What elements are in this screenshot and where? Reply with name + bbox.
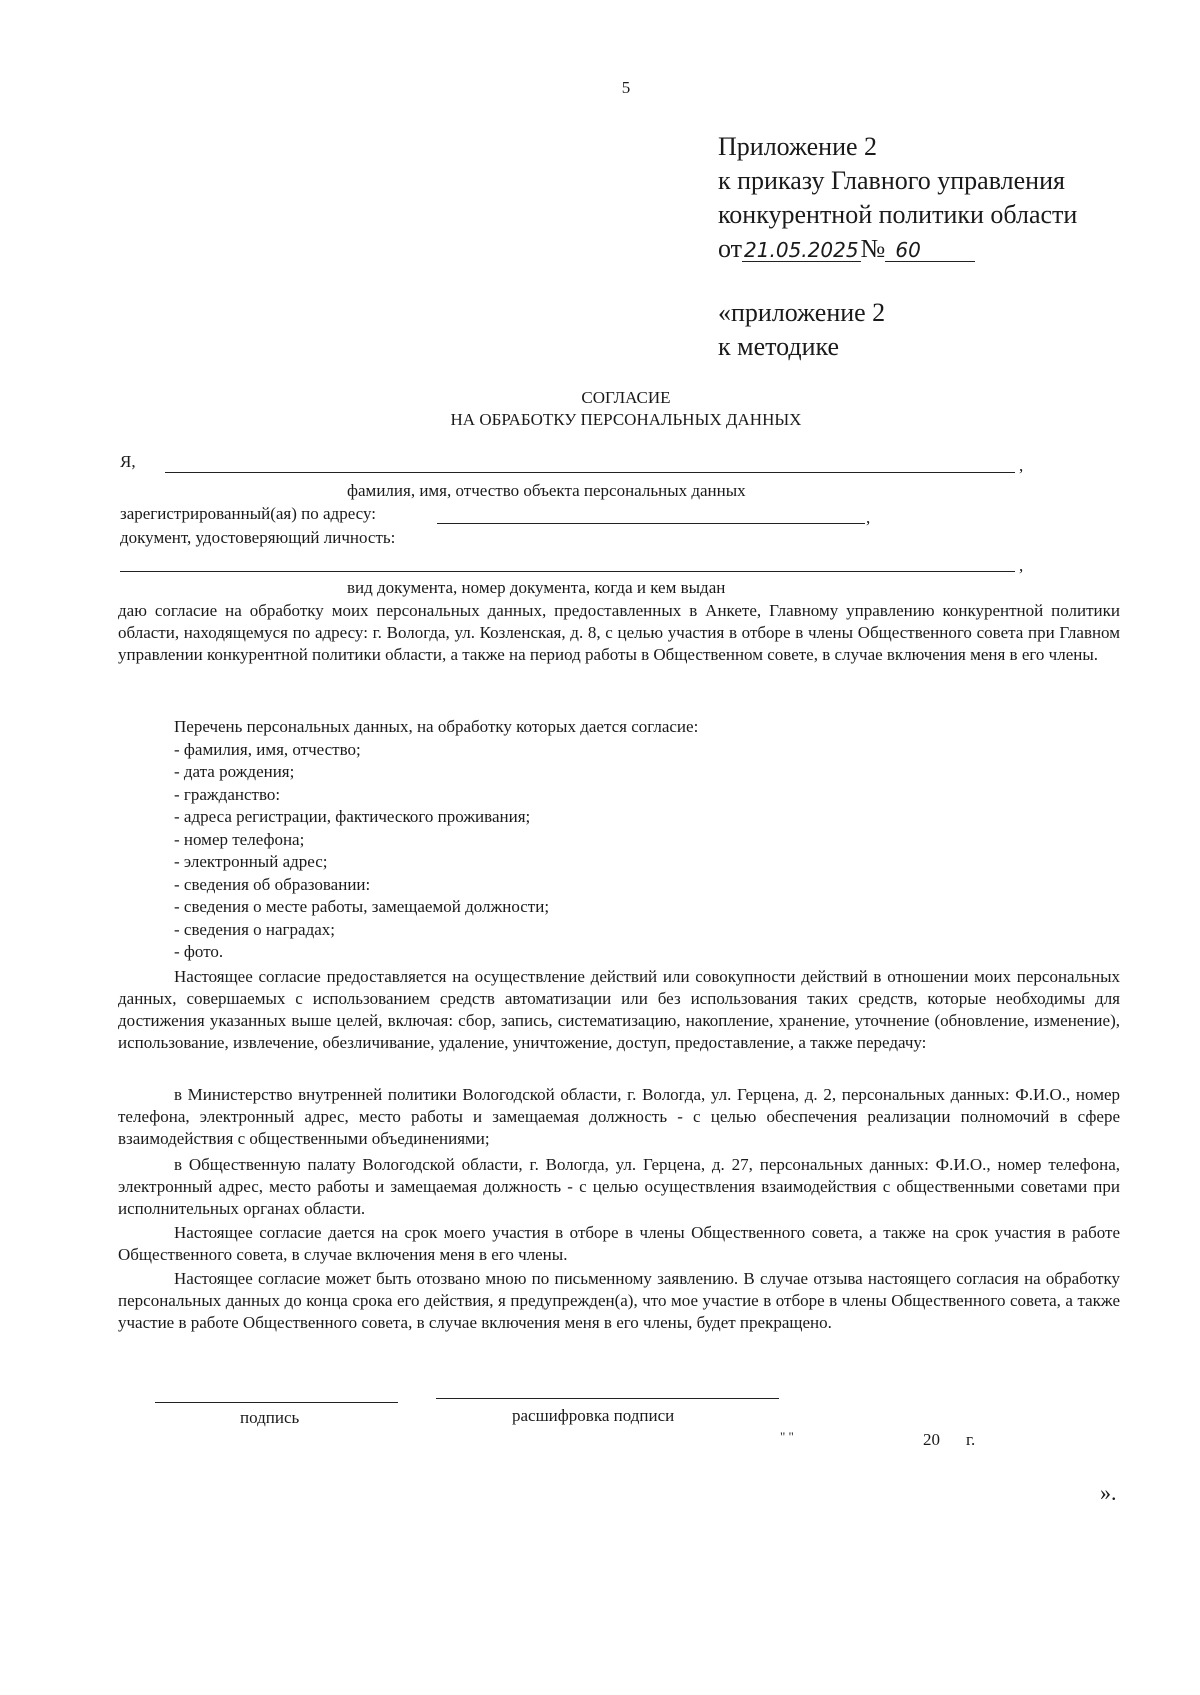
signature-line[interactable] [155,1402,398,1403]
i-label: Я, [120,452,136,471]
appendix-line-3: конкурентной политики области [718,200,1078,229]
address-field-line[interactable] [437,523,865,524]
closing-quote: ». [1100,1480,1117,1505]
consent-paragraph: даю согласие на обработку моих персональных данных, предоставленных в Анкете, Главному управлению конкурентной политики области, находящемуся по адресу: г. Вологда, ул. Козленская, д. 8, с целью участия в отборе в члены Общественного совета при Главном управлении конкурентной политики области, а также на период работы в Общественном совете, в случае включения меня в его члены. [118,601,1120,664]
paragraph-actions: Настоящее согласие предоставляется на осуществление действий или совокупности действий в отношении моих персональных данных, совершаемых с использованием средств автоматизации или без использования таких средств, которые необходимы для достижения указанных выше целей, включая: сбор, запись, систематизацию, накопление, хранение, уточнение (обновление, изменение), использование, извлечение, обезличивание, удаление, уничтожение, доступ, предоставление, а также передачу: [118,967,1120,1052]
name-field-comma: , [1019,456,1024,475]
address-label: зарегистрированный(ая) по адресу: [120,504,376,523]
document-title: СОГЛАСИЕ [581,388,671,407]
paragraph-term: Настоящее согласие дается на срок моего участия в отборе в члены Общественного совета, а также на срок участия в работе Общественного совета, в случае включения меня в его члены. [118,1223,1120,1264]
id-document-caption: вид документа, номер документа, когда и кем выдан [347,578,726,597]
paragraph-ministry: в Министерство внутренней политики Вологодской области, г. Вологда, ул. Герцена, д. 2, персональных данных: Ф.И.О., номер телефона, электронный адрес, место работы и замещаемая должность - с целью обеспечения реализации полномочий в сфере взаимодействия с общественными объединениями; [118,1085,1120,1148]
handwritten-number: 60 [885,239,975,262]
list-item: - гражданство: [174,784,281,804]
handwritten-date: 21.05.2025 [744,238,859,262]
paragraph-public-chamber: в Общественную палату Вологодской области, г. Вологда, ул. Герцена, д. 27, персональных данных: Ф.И.О., номер телефона, электронный адрес, место работы и замещаемая должность - с целью осуществления взаимодействия с общественными советами при исполнительных органах области. [118,1155,1120,1218]
list-item: - фамилия, имя, отчество; [174,739,361,759]
appendix-date-line [718,232,975,266]
appendix-line-2: к приказу Главного управления [718,166,1065,195]
list-item: - фото. [174,942,224,961]
methodology-line-1: «приложение 2 [718,298,886,327]
number-prefix: № [860,234,886,263]
signature-decode-caption: расшифровка подписи [512,1406,675,1425]
date-year-suffix: г. [966,1430,976,1449]
document-subtitle: НА ОБРАБОТКУ ПЕРСОНАЛЬНЫХ ДАННЫХ [450,410,802,429]
appendix-line-1: Приложение 2 [718,132,878,161]
address-field-comma: , [866,508,871,527]
list-item: - сведения об образовании: [174,874,371,894]
list-item: - сведения о наградах; [174,919,335,939]
page-number: 5 [621,78,631,97]
list-item: - сведения о месте работы, замещаемой должности; [174,897,550,916]
signature-caption: подпись [240,1408,300,1427]
list-item: - дата рождения; [174,762,295,781]
id-document-field-line[interactable] [120,571,1015,572]
date-prefix: от [718,234,743,263]
name-field-line[interactable] [165,472,1015,473]
name-field-caption: фамилия, имя, отчество объекта персональных данных [347,481,746,500]
list-intro: Перечень персональных данных, на обработку которых дается согласие: [174,717,699,736]
methodology-line-2: к методике [718,332,840,361]
id-document-label: документ, удостоверяющий личность: [120,528,396,547]
personal-data-list [174,716,698,964]
date-quotes: " " [780,1429,794,1444]
date-year: 20 [923,1430,940,1449]
id-document-field-comma: , [1019,556,1024,575]
paragraph-revocation: Настоящее согласие может быть отозвано мною по письменному заявлению. В случае отзыва настоящего согласия на обработку персональных данных до конца срока его действия, я предупрежден(а), что мое участие в отборе в члены Общественного совета, а также участие в работе Общественного совета, в случае включения меня в его члены, будет прекращено. [118,1269,1120,1332]
list-item: - электронный адрес; [174,852,328,871]
list-item: - номер телефона; [174,829,305,849]
signature-decode-line[interactable] [436,1398,779,1399]
list-item: - адреса регистрации, фактического проживания; [174,807,531,826]
